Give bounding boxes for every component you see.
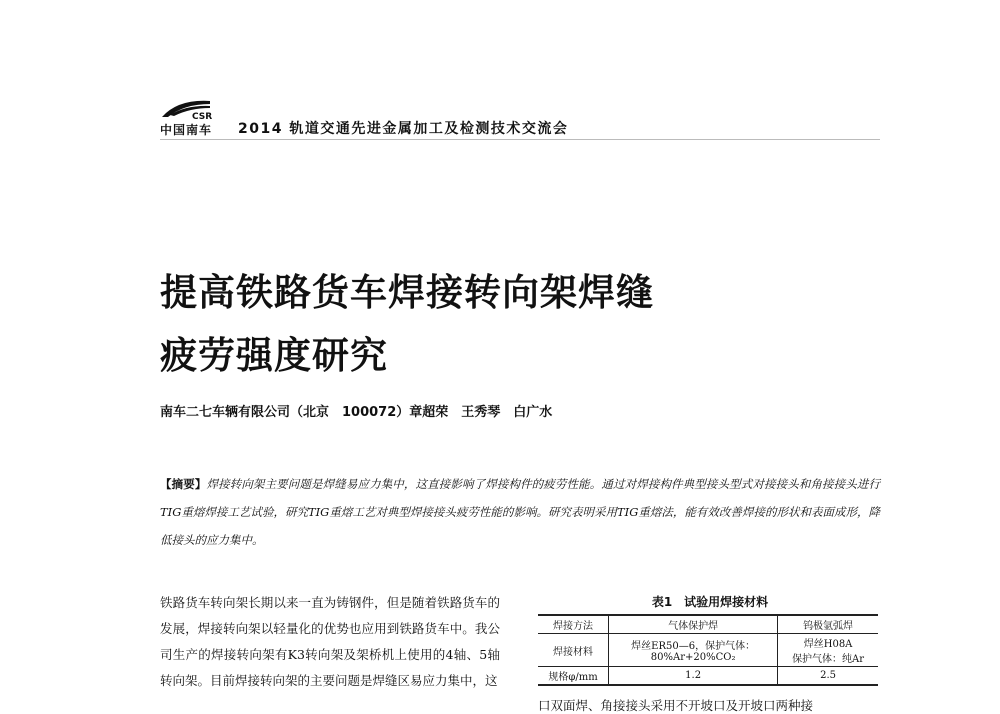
table-header-row xyxy=(538,615,878,634)
table-row xyxy=(538,667,878,686)
logo-text: CSR xyxy=(192,112,213,121)
org-name: 中国南车 xyxy=(160,123,213,137)
table-cell: 1.2 xyxy=(609,667,778,686)
paper-title-line2: 疲劳强度研究 xyxy=(160,333,388,377)
body-text-right-column: 口双面焊、角接接头采用不开坡口及开坡口两种接 xyxy=(538,698,814,713)
cell-line: 焊丝H08A xyxy=(803,639,853,650)
table-cell xyxy=(778,634,878,667)
header-rule xyxy=(160,139,880,140)
abstract-text: 焊接转向架主要问题是焊缝易应力集中，这直接影响了焊接构件的疲劳性能。通过对焊接构件典型接头型式对接接头和角接接头进行TIG重熔焊接工艺试验，研究TIG重熔工艺对典型焊接接头疲劳性能的影响。研究表明采用TIG重熔法，能有效改善焊接的形状和表面成形，降低接头的应力集中。 xyxy=(160,477,881,547)
cell-line: 80%Ar+20%CO₂ xyxy=(650,652,736,663)
table-header-cell: 气体保护焊 xyxy=(609,615,778,634)
cell-line: 焊丝ER50—6，保护气体： xyxy=(631,641,756,652)
paper-title-line1: 提高铁路货车焊接转向架焊缝 xyxy=(160,270,654,314)
table-cell: 规格φ/mm xyxy=(538,667,609,686)
table-cell: 焊接材料 xyxy=(538,634,609,667)
table-header-cell: 焊接方法 xyxy=(538,615,609,634)
conference-header xyxy=(160,95,880,145)
conference-title: 2014 轨道交通先进金属加工及检测技术交流会 xyxy=(238,121,569,137)
author-affiliation: 南车二七车辆有限公司（北京 100072）章超荣 王秀琴 白广水 xyxy=(160,405,553,420)
abstract-label: 【摘要】 xyxy=(160,477,207,491)
abstract xyxy=(160,470,880,554)
cell-line: 保护气体：纯Ar xyxy=(792,654,865,665)
table-cell: 2.5 xyxy=(778,667,878,686)
table-header-cell: 钨极氩弧焊 xyxy=(778,615,878,634)
welding-materials-table xyxy=(538,614,878,686)
table-caption: 表1 试验用焊接材料 xyxy=(651,595,769,609)
table-cell xyxy=(609,634,778,667)
body-text-left-column: 铁路货车转向架长期以来一直为铸钢件，但是随着铁路货车的发展，焊接转向架以轻量化的优势也应用到铁路货车中。我公司生产的焊接转向架有K3转向架及架桥机上使用的4轴、5轴转向架。目前焊接转向架的主要问题是焊缝区易应力集中，这 xyxy=(160,595,500,688)
table-row xyxy=(538,634,878,667)
